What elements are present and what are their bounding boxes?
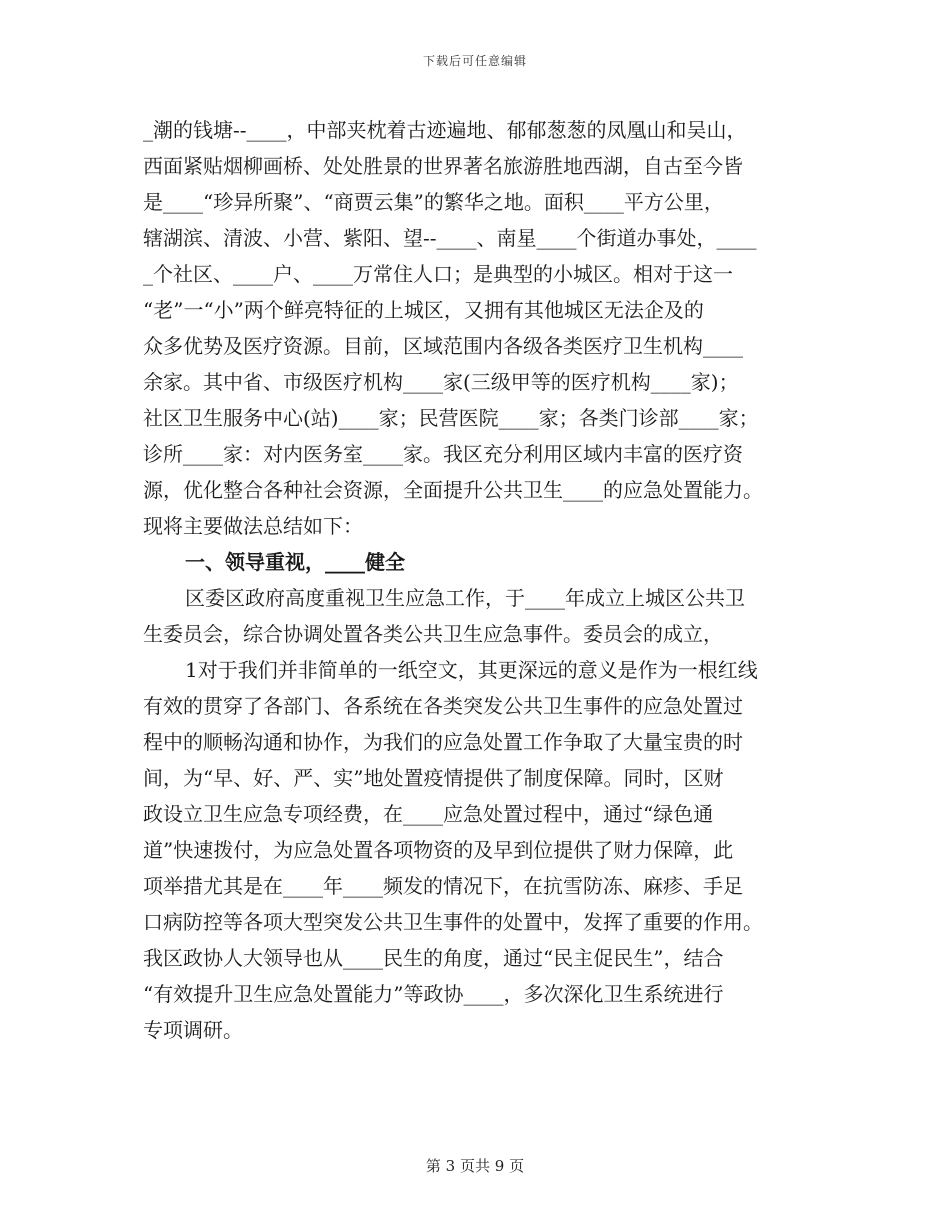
text-line: 辖湖滨、清波、小营、紫阳、望--____、南星____个街道办事处，____ [143,226,757,250]
text-line: 程中的顺畅沟通和协作，为我们的应急处置工作争取了大量宝贵的时 [143,730,743,754]
text-line: 区委区政府高度重视卫生应急工作，于____年成立上城区公共卫 [185,586,745,610]
text-line: 1对于我们并非简单的一纸空文，其更深远的意义是作为一根红线 [185,658,758,682]
text-line: 众多优势及医疗资源。目前，区域范围内各级各类医疗卫生机构____ [143,334,743,358]
text-line: _个社区、____户、____万常住人口；是典型的小城区。相对于这一 [143,262,733,286]
text-line: 道”快速拨付，为应急处置各项物资的及早到位提供了财力保障，此 [143,838,734,862]
text-line: 余家。其中省、市级医疗机构____家(三级甲等的医疗机构____家)； [143,370,739,394]
text-line: 有效的贯穿了各部门、各系统在各类突发公共卫生事件的应急处置过 [143,694,743,718]
text-line: 是____“珍异所聚”、“商贾云集”的繁华之地。面积____平方公里， [143,190,724,214]
text-line: 我区政协人大领导也从____民生的角度，通过“民主促民生”，结合 [143,946,724,970]
text-line: 源，优化整合各种社会资源，全面提升公共卫生____的应急处置能力。 [143,478,763,502]
text-line: 项举措尤其是在____年____频发的情况下，在抗雪防冻、麻疹、手足 [143,874,743,898]
text-line: “有效提升卫生应急处置能力”等政协____，多次深化卫生系统进行 [143,982,724,1006]
text-line: 生委员会，综合协调处置各类公共卫生应急事件。委员会的成立， [143,622,723,646]
text-line: 诊所____家：对内医务室____家。我区充分利用区域内丰富的医疗资 [143,442,743,466]
text-line: 间，为“早、好、严、实”地处置疫情提供了制度保障。同时，区财 [143,766,724,790]
text-line: 口病防控等各项大型突发公共卫生事件的处置中，发挥了重要的作用。 [143,910,763,934]
text-line: 专项调研。 [143,1018,243,1042]
text-line: 政设立卫生应急专项经费，在____应急处置过程中，通过“绿色通 [143,802,714,826]
page-footer: 第 3 页共 9 页 [425,1157,525,1175]
text-line: _潮的钱塘--____，中部夹枕着古迹遍地、郁郁葱葱的凤凰山和吴山， [143,118,747,142]
section-heading: 一、领导重视，____健全 [185,550,405,574]
text-line: “老”一“小”两个鲜亮特征的上城区，又拥有其他城区无法企及的 [143,298,704,322]
text-line: 西面紧贴烟柳画桥、处处胜景的世界著名旅游胜地西湖，自古至今皆 [143,154,743,178]
text-line: 社区卫生服务中心(站)____家；民营医院____家；各类门诊部____家； [143,406,759,430]
text-line: 现将主要做法总结如下： [143,514,363,538]
document-body [143,112,813,1048]
page-header: 下载后可任意编辑 [422,54,527,68]
